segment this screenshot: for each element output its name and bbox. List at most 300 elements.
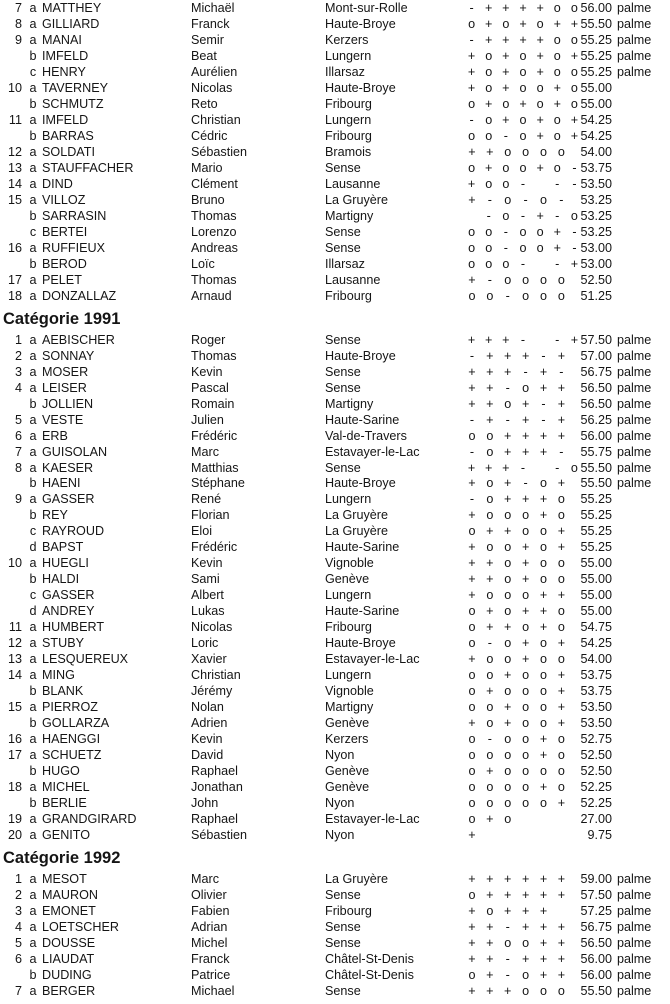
club-name: Haute-Broye xyxy=(325,636,396,651)
score-value: 55.50 xyxy=(580,17,612,31)
club-name: Vignoble xyxy=(325,684,374,699)
result-mark: + xyxy=(521,412,530,427)
result-mark: o xyxy=(502,256,510,271)
result-mark: + xyxy=(486,556,494,571)
result-row xyxy=(0,176,670,192)
result-row xyxy=(0,128,670,144)
result-mark: + xyxy=(468,588,476,603)
rank-suffix: a xyxy=(29,636,37,651)
club-name: Lungern xyxy=(325,112,372,127)
first-name: Lorenzo xyxy=(191,224,237,239)
club-name: Sense xyxy=(325,240,361,255)
last-name: STAUFFACHER xyxy=(42,160,134,175)
result-row xyxy=(0,619,670,635)
result-mark: + xyxy=(468,828,476,842)
club-name: Châtel-St-Denis xyxy=(325,967,414,982)
score-value: 56.00 xyxy=(580,1,612,15)
result-mark: o xyxy=(522,716,530,731)
first-name: Jonathan xyxy=(191,780,243,795)
result-mark: + xyxy=(536,160,544,175)
rank-number: 4 xyxy=(14,380,22,395)
result-row xyxy=(0,935,670,951)
award-label: palme xyxy=(617,364,652,379)
result-mark: o xyxy=(522,380,530,395)
rank-suffix: a xyxy=(29,652,37,667)
result-mark: o xyxy=(522,620,530,635)
first-name: Franck xyxy=(191,951,230,966)
result-mark: + xyxy=(486,684,494,699)
result-mark: - xyxy=(520,176,526,191)
result-mark: + xyxy=(504,888,512,902)
result-mark: - xyxy=(469,1,474,15)
category-heading: Catégorie 1992 xyxy=(3,848,121,867)
rank-suffix: b xyxy=(29,476,37,491)
result-mark: + xyxy=(539,967,548,982)
result-mark: o xyxy=(522,700,530,715)
first-name: Olivier xyxy=(191,888,227,902)
rank-suffix: a xyxy=(29,903,37,918)
last-name: DOUSSE xyxy=(42,935,96,950)
rank-suffix: a xyxy=(29,951,37,966)
result-mark: + xyxy=(504,700,512,715)
result-mark: o xyxy=(536,96,544,111)
first-name: Cédric xyxy=(191,128,228,143)
result-mark: + xyxy=(504,476,512,491)
result-mark: + xyxy=(504,872,512,886)
result-mark: + xyxy=(502,112,510,127)
result-row xyxy=(0,951,670,967)
result-row xyxy=(0,380,670,396)
result-mark: + xyxy=(468,872,476,886)
last-name: LESQUEREUX xyxy=(42,652,129,667)
result-mark: - xyxy=(505,967,510,982)
rank-suffix: b xyxy=(29,48,37,63)
result-mark: o xyxy=(570,64,578,79)
result-row xyxy=(0,731,670,747)
last-name: PELET xyxy=(42,272,82,287)
result-mark: + xyxy=(539,919,548,934)
first-name: Frédéric xyxy=(191,428,238,443)
result-mark: o xyxy=(540,983,548,998)
score-value: 55.00 xyxy=(580,572,612,587)
result-row xyxy=(0,16,670,32)
result-mark: - xyxy=(505,951,510,966)
last-name: SCHUETZ xyxy=(42,748,102,763)
result-mark: - xyxy=(469,112,474,127)
club-name: Lungern xyxy=(325,48,372,63)
result-mark: - xyxy=(505,919,510,934)
result-mark: + xyxy=(468,508,476,523)
result-mark: + xyxy=(467,176,476,191)
result-mark: + xyxy=(521,492,530,507)
result-mark: + xyxy=(468,476,476,491)
award-label: palme xyxy=(617,935,652,950)
last-name: ANDREY xyxy=(42,604,95,619)
result-mark: o xyxy=(536,80,544,95)
score-value: 52.75 xyxy=(580,732,612,747)
result-mark: o xyxy=(540,796,548,810)
club-name: Fribourg xyxy=(325,288,372,303)
result-mark: + xyxy=(557,872,566,886)
result-mark: + xyxy=(521,540,530,555)
result-mark: o xyxy=(504,144,512,159)
club-name: Sense xyxy=(325,935,361,950)
last-name: HUMBERT xyxy=(42,620,105,635)
first-name: Kevin xyxy=(191,364,223,379)
club-name: Martigny xyxy=(325,396,374,411)
result-row xyxy=(0,144,670,160)
result-mark: + xyxy=(519,17,527,31)
result-row xyxy=(0,288,670,304)
award-label: palme xyxy=(617,348,652,363)
result-mark: - xyxy=(572,224,577,239)
first-name: Adrien xyxy=(191,716,228,731)
result-mark: + xyxy=(521,572,530,587)
last-name: HAENI xyxy=(42,476,81,491)
result-mark: o xyxy=(557,652,565,667)
result-mark: o xyxy=(540,764,548,779)
last-name: BARRAS xyxy=(42,128,94,143)
result-mark: o xyxy=(485,224,493,239)
rank-number: 2 xyxy=(14,888,22,902)
result-mark: o xyxy=(468,812,476,826)
rank-suffix: a xyxy=(29,872,37,886)
result-row xyxy=(0,903,670,919)
rank-suffix: a xyxy=(29,919,37,934)
club-name: Lausanne xyxy=(325,176,381,191)
rank-number: 3 xyxy=(14,364,22,379)
rank-suffix: a xyxy=(29,240,37,255)
result-mark: o xyxy=(522,668,530,683)
award-label: palme xyxy=(617,967,652,982)
result-mark: o xyxy=(485,48,493,63)
score-value: 54.00 xyxy=(580,144,612,159)
result-mark: + xyxy=(557,935,566,950)
result-mark: o xyxy=(557,572,565,587)
result-row xyxy=(0,64,670,80)
result-mark: o xyxy=(504,508,512,523)
club-name: Haute-Broye xyxy=(325,348,396,363)
score-value: 52.25 xyxy=(580,780,612,795)
result-mark: + xyxy=(539,903,548,918)
first-name: Frédéric xyxy=(191,540,238,555)
result-mark: o xyxy=(468,780,476,795)
rank-number: 18 xyxy=(7,288,22,303)
rank-suffix: a xyxy=(29,492,37,507)
first-name: Michel xyxy=(191,935,228,950)
result-mark: + xyxy=(539,588,548,603)
result-mark: + xyxy=(486,524,494,539)
last-name: MICHEL xyxy=(42,780,90,795)
club-name: Lungern xyxy=(325,588,372,603)
result-mark: o xyxy=(504,588,512,603)
result-mark: + xyxy=(557,348,566,363)
club-name: Estavayer-le-Lac xyxy=(325,444,420,459)
result-row xyxy=(0,396,670,412)
rank-suffix: c xyxy=(29,64,37,79)
rank-suffix: c xyxy=(29,524,37,539)
score-value: 56.50 xyxy=(580,935,612,950)
result-mark: - xyxy=(487,732,492,747)
result-mark: o xyxy=(486,748,494,763)
score-value: 56.75 xyxy=(580,364,612,379)
rank-suffix: a xyxy=(29,935,37,950)
result-mark: + xyxy=(468,192,476,207)
result-mark: + xyxy=(504,903,512,918)
rank-number: 16 xyxy=(7,240,22,255)
rank-suffix: b xyxy=(29,96,37,111)
result-mark: + xyxy=(557,668,566,683)
result-mark: o xyxy=(504,812,512,826)
result-mark: - xyxy=(469,492,475,507)
rank-number: 11 xyxy=(8,112,22,127)
score-value: 55.50 xyxy=(580,476,612,491)
result-mark: + xyxy=(557,919,566,934)
result-mark: o xyxy=(486,444,494,459)
last-name: HALDI xyxy=(42,572,80,587)
result-mark: + xyxy=(521,396,530,411)
score-value: 57.50 xyxy=(580,332,612,347)
result-row xyxy=(0,747,670,763)
first-name: John xyxy=(191,796,219,810)
result-row xyxy=(0,48,670,64)
last-name: SARRASIN xyxy=(42,208,107,223)
result-mark: + xyxy=(553,96,561,111)
result-row xyxy=(0,887,670,903)
result-mark: o xyxy=(522,524,530,539)
rank-number: 5 xyxy=(14,935,22,950)
result-mark: o xyxy=(504,636,512,651)
result-mark: - xyxy=(523,364,528,379)
first-name: Eloi xyxy=(191,524,212,539)
rank-number: 2 xyxy=(14,348,22,363)
result-mark: + xyxy=(485,33,493,47)
score-value: 56.50 xyxy=(580,380,612,395)
result-mark: + xyxy=(486,919,494,934)
result-row xyxy=(0,571,670,587)
result-row xyxy=(0,683,670,699)
club-name: Lausanne xyxy=(325,272,381,287)
first-name: Kevin xyxy=(191,732,223,747)
rank-number: 1 xyxy=(14,872,22,886)
rank-number: 6 xyxy=(14,428,22,443)
rank-number: 4 xyxy=(14,919,22,934)
result-mark: o xyxy=(557,604,565,619)
result-row xyxy=(0,651,670,667)
result-row xyxy=(0,428,670,444)
result-mark: + xyxy=(486,951,494,966)
club-name: Sense xyxy=(325,380,361,395)
first-name: Julien xyxy=(191,412,224,427)
result-mark: + xyxy=(557,412,566,427)
result-mark: o xyxy=(519,240,527,255)
rank-suffix: a xyxy=(29,33,37,47)
last-name: VESTE xyxy=(42,412,84,427)
rank-number: 7 xyxy=(14,983,22,998)
rank-suffix: a xyxy=(29,144,37,159)
first-name: Michael xyxy=(191,983,235,998)
result-mark: + xyxy=(468,272,476,287)
rank-suffix: a xyxy=(29,160,37,175)
club-name: Kerzers xyxy=(325,33,369,47)
club-name: Kerzers xyxy=(325,732,369,747)
score-value: 56.25 xyxy=(580,412,612,427)
rank-number: 8 xyxy=(14,17,22,31)
result-mark: + xyxy=(468,144,476,159)
result-row xyxy=(0,0,670,16)
result-mark: o xyxy=(540,636,548,651)
result-mark: o xyxy=(468,240,476,255)
score-value: 55.25 xyxy=(580,540,612,555)
result-mark: + xyxy=(485,460,493,475)
result-mark: + xyxy=(521,872,530,886)
score-value: 55.50 xyxy=(580,983,612,998)
club-name: Fribourg xyxy=(325,128,372,143)
result-mark: - xyxy=(503,224,508,239)
rank-suffix: b xyxy=(29,208,37,223)
result-mark: o xyxy=(557,764,565,779)
club-name: Châtel-St-Denis xyxy=(325,951,414,966)
rank-suffix: b xyxy=(29,764,37,779)
result-row xyxy=(0,871,670,887)
result-mark: + xyxy=(521,348,530,363)
result-mark: o xyxy=(486,652,494,667)
first-name: Nicolas xyxy=(191,620,233,635)
result-mark: + xyxy=(504,444,512,459)
first-name: Semir xyxy=(191,33,224,47)
award-label: palme xyxy=(617,412,652,427)
result-row xyxy=(0,667,670,683)
result-mark: o xyxy=(519,80,527,95)
club-name: Lungern xyxy=(325,668,372,683)
result-mark: o xyxy=(570,33,578,47)
last-name: MING xyxy=(42,668,75,683)
result-mark: o xyxy=(557,983,565,998)
result-mark: o xyxy=(540,572,548,587)
result-row xyxy=(0,412,670,428)
first-name: Florian xyxy=(191,508,230,523)
rank-suffix: a xyxy=(29,780,37,795)
result-mark: + xyxy=(467,48,476,63)
result-row xyxy=(0,80,670,96)
rank-suffix: a xyxy=(29,380,37,395)
result-mark: o xyxy=(485,112,493,127)
result-mark: + xyxy=(521,652,530,667)
rank-number: 3 xyxy=(14,903,22,918)
rank-suffix: b xyxy=(29,256,37,271)
score-value: 53.25 xyxy=(580,208,612,223)
result-mark: + xyxy=(536,128,544,143)
club-name: Haute-Sarine xyxy=(325,412,400,427)
score-value: 52.50 xyxy=(580,764,612,779)
first-name: Thomas xyxy=(191,348,237,363)
first-name: Raphael xyxy=(191,812,238,826)
last-name: IMFELD xyxy=(42,48,89,63)
last-name: GOLLARZA xyxy=(42,716,110,731)
result-row xyxy=(0,555,670,571)
result-mark: + xyxy=(468,556,476,571)
result-row xyxy=(0,192,670,208)
first-name: Romain xyxy=(191,396,235,411)
score-value: 55.00 xyxy=(580,80,612,95)
rank-suffix: a xyxy=(29,460,37,475)
result-mark: - xyxy=(503,128,508,143)
result-row xyxy=(0,256,670,272)
category-heading: Catégorie 1991 xyxy=(3,309,121,328)
last-name: DIND xyxy=(42,176,73,191)
result-mark: + xyxy=(539,444,548,459)
result-mark: o xyxy=(540,288,548,303)
last-name: BERTEI xyxy=(42,224,88,239)
result-mark: - xyxy=(555,460,560,475)
award-label: palme xyxy=(617,1,652,15)
score-value: 55.00 xyxy=(580,556,612,571)
result-mark: o xyxy=(540,716,548,731)
award-label: palme xyxy=(617,872,652,886)
rank-number: 1 xyxy=(14,332,22,347)
result-mark: - xyxy=(572,160,577,175)
first-name: René xyxy=(191,492,222,507)
first-name: Fabien xyxy=(191,903,230,918)
first-name: Stéphane xyxy=(191,476,245,491)
result-mark: + xyxy=(485,1,493,15)
first-name: Sébastien xyxy=(191,144,248,159)
result-mark: + xyxy=(536,112,544,127)
result-mark: o xyxy=(504,192,512,207)
club-name: Sense xyxy=(325,919,361,934)
result-mark: o xyxy=(468,748,476,763)
result-mark: - xyxy=(559,364,564,379)
result-row xyxy=(0,699,670,715)
result-mark: o xyxy=(540,652,548,667)
result-mark: + xyxy=(504,364,512,379)
result-mark: - xyxy=(469,412,475,427)
result-row xyxy=(0,96,670,112)
result-mark: o xyxy=(570,96,578,111)
result-mark: o xyxy=(504,652,512,667)
score-value: 55.25 xyxy=(580,33,612,47)
score-value: 53.25 xyxy=(580,224,612,239)
last-name: BEROD xyxy=(42,256,87,271)
result-mark: o xyxy=(553,64,561,79)
result-row xyxy=(0,587,670,603)
result-mark: + xyxy=(486,872,494,886)
result-mark: + xyxy=(504,428,512,443)
result-mark: + xyxy=(521,604,530,619)
result-mark: o xyxy=(486,716,494,731)
result-mark: o xyxy=(557,780,565,795)
result-mark: o xyxy=(540,668,548,683)
result-mark: o xyxy=(504,572,512,587)
club-name: Estavayer-le-Lac xyxy=(325,812,420,826)
result-mark: o xyxy=(468,96,476,111)
result-mark: - xyxy=(555,332,560,347)
result-mark: o xyxy=(486,668,494,683)
result-mark: + xyxy=(468,652,476,667)
result-mark: o xyxy=(536,224,544,239)
result-mark: + xyxy=(486,620,494,635)
result-mark: o xyxy=(522,967,530,982)
last-name: VILLOZ xyxy=(42,192,86,207)
result-mark: o xyxy=(504,556,512,571)
award-label: palme xyxy=(617,460,652,475)
result-mark: + xyxy=(468,572,476,587)
last-name: JOLLIEN xyxy=(42,396,94,411)
score-value: 56.00 xyxy=(580,967,612,982)
result-mark: o xyxy=(522,588,530,603)
last-name: BERLIE xyxy=(42,796,87,810)
rank-suffix: a xyxy=(29,556,37,571)
